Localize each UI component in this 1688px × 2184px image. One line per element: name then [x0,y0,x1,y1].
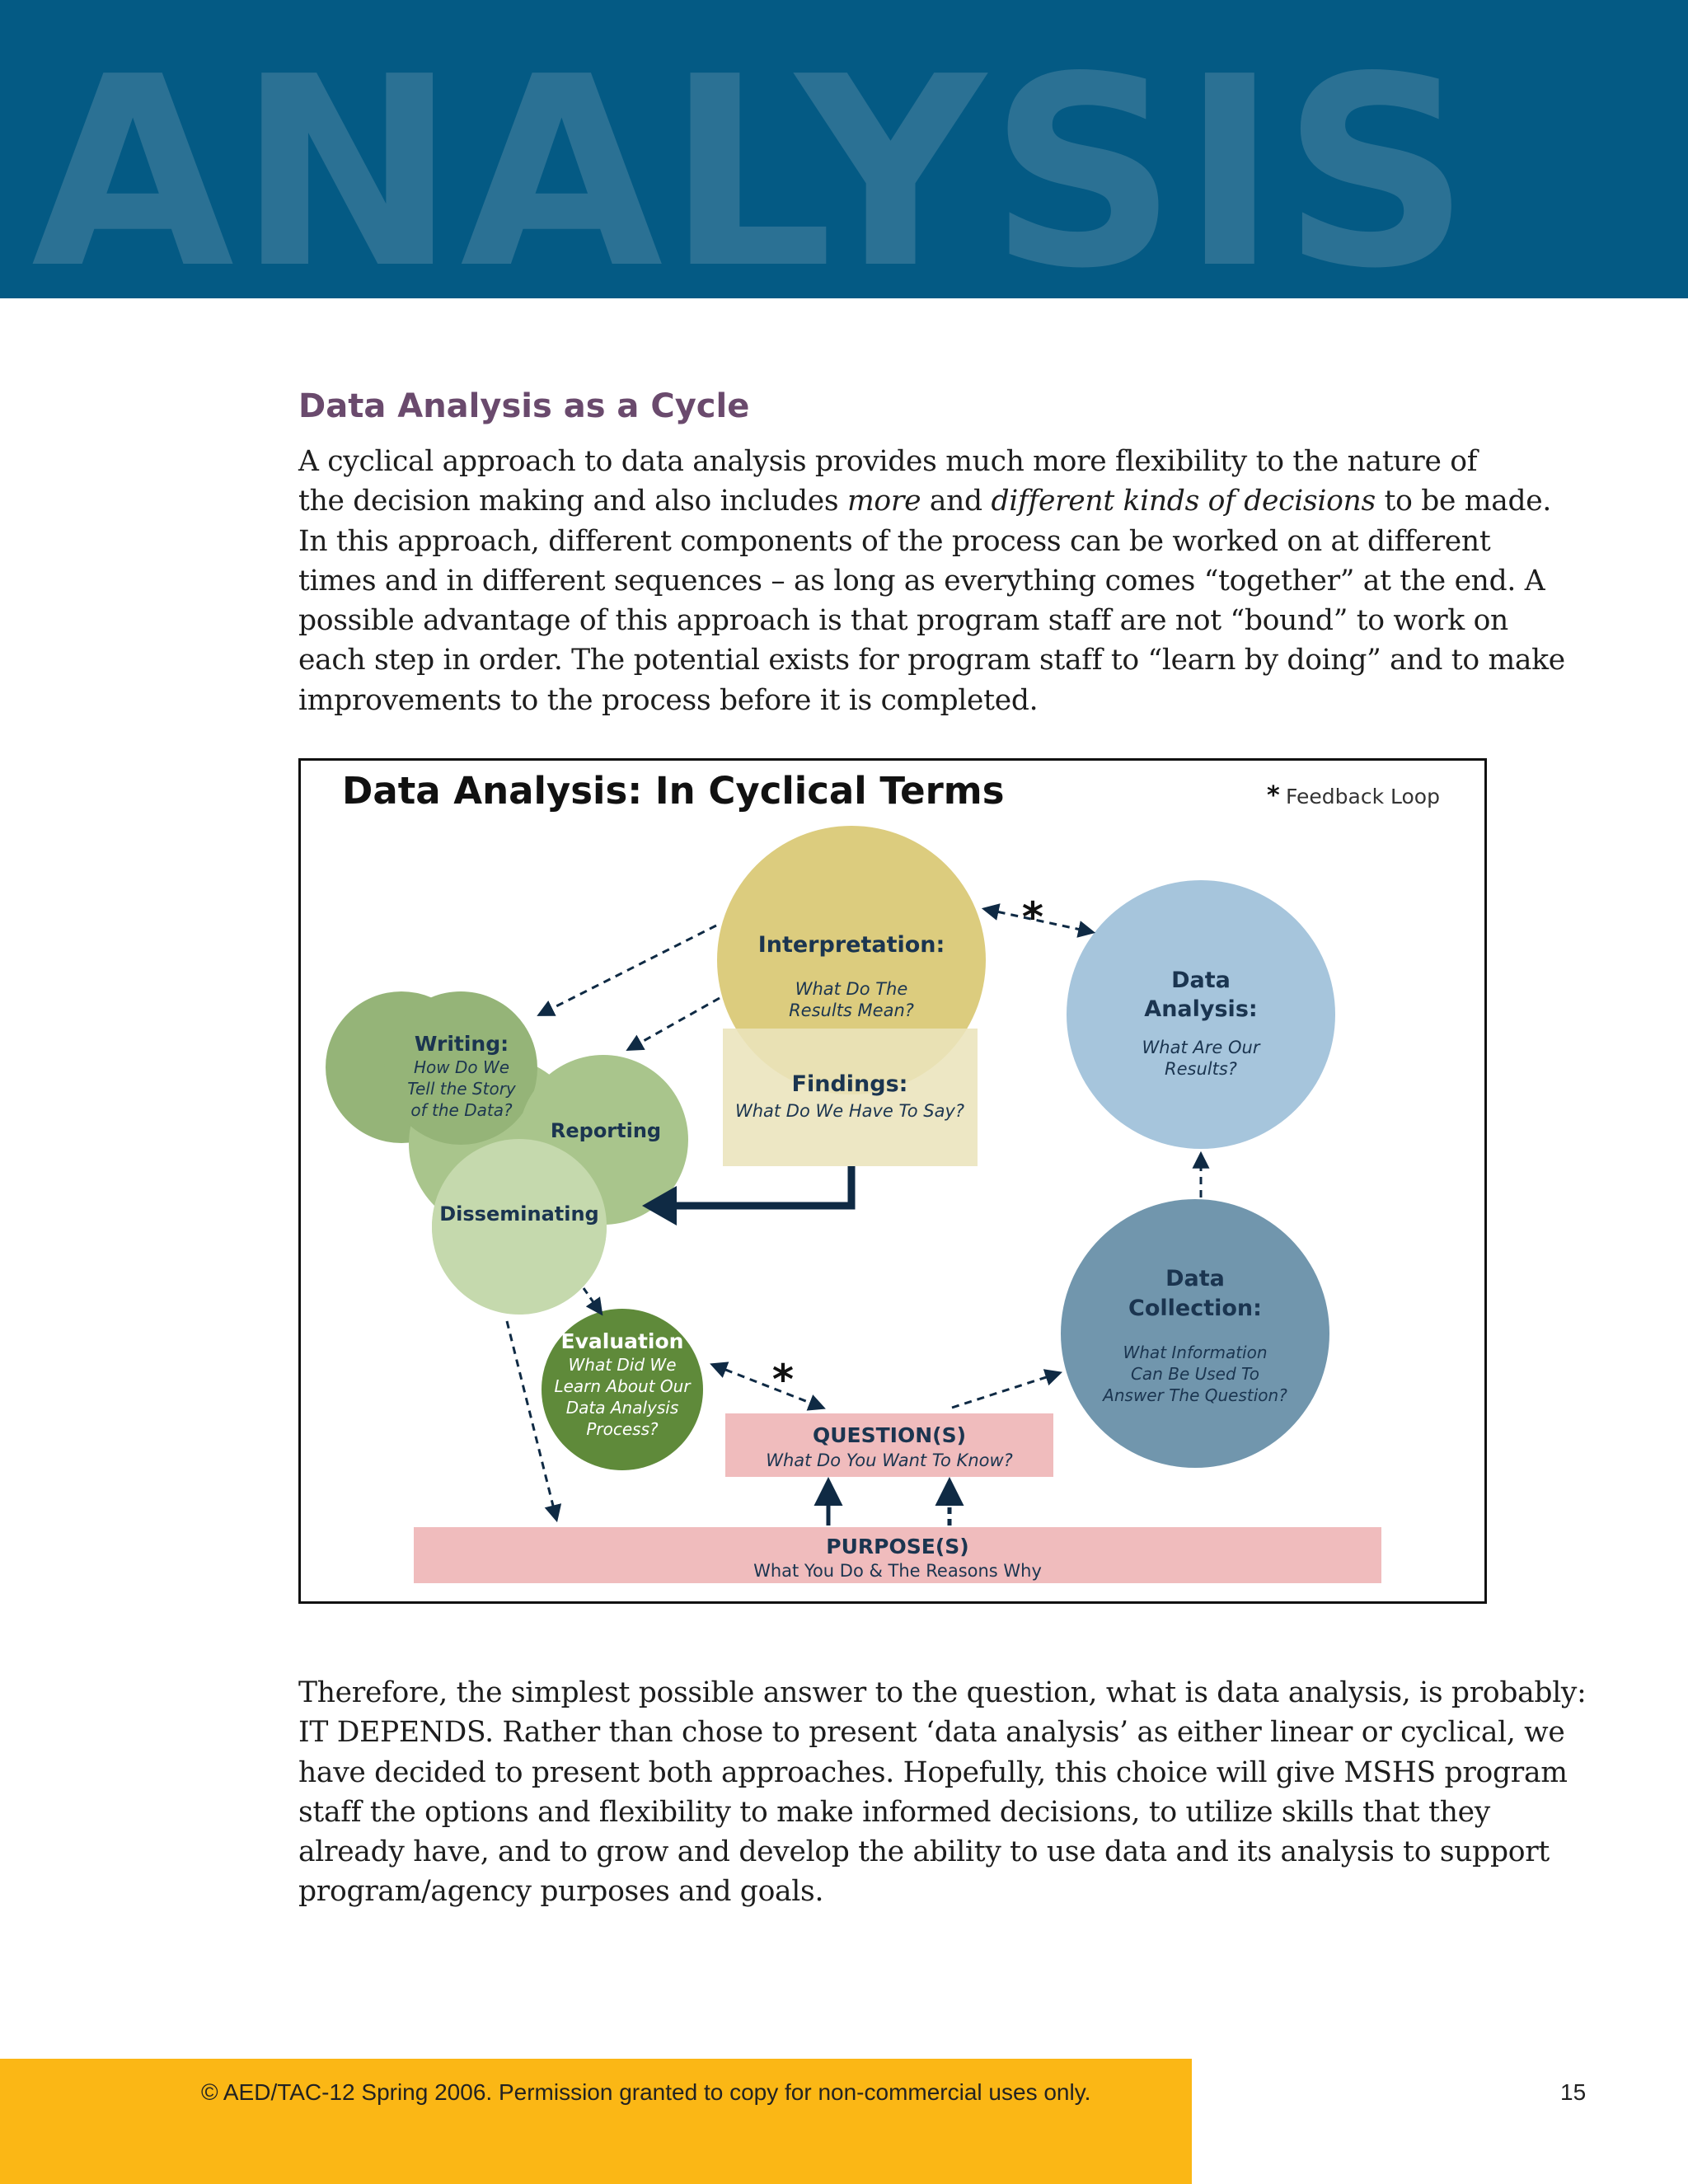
findings-to-cluster-arrow [673,1166,851,1206]
paragraph-line: improvements to the process before it is completed. [298,683,1039,717]
data-analysis-title-2: Analysis: [1144,996,1258,1022]
writing-title: Writing: [414,1032,509,1056]
emphasis-text: different kinds of decisions [991,485,1376,518]
interpretation-title: Interpretation: [757,932,945,958]
paragraph-line: Therefore, the simplest possible answer to the question, what is data analysis, is probably: [298,1676,1587,1709]
interpretation-to-writing-arrow [540,926,716,1015]
evaluation-sub-2: Learn About Our [554,1376,691,1396]
evaluation-sub-4: Process? [586,1419,659,1439]
feedback-marker-top: * [1021,893,1044,941]
diagram-title: Data Analysis: In Cyclical Terms [342,769,1005,813]
paragraph-line: staff the options and flexibility to make informed decisions, to utilize skills that they [298,1795,1490,1829]
data-collection-sub-2: Can Be Used To [1130,1364,1260,1384]
data-analysis-title-1: Data [1171,968,1231,993]
findings-subtitle: What Do We Have To Say? [734,1101,965,1121]
data-collection-title-2: Collection: [1128,1296,1262,1321]
paragraph-line: A cyclical approach to data analysis provides much more flexibility to the nature of [298,445,1478,478]
interpretation-sub-1: What Do The [795,979,908,999]
evaluation-sub-1: What Did We [568,1355,677,1375]
legend-asterisk: * [1267,781,1280,810]
data-analysis-sub-2: Results? [1165,1059,1237,1079]
page-number: 15 [1560,2079,1587,2105]
data-analysis-sub-1: What Are Our [1142,1038,1260,1057]
interpretation-to-reporting-arrow [629,998,720,1049]
cycle-diagram [298,758,1487,1604]
evaluation-sub-3: Data Analysis [565,1398,679,1418]
paragraph-line: have decided to present both approaches. Hopefully, this choice will give MSHS program [298,1755,1568,1789]
paragraph-line: In this approach, different components of the process can be worked on at different [298,524,1491,558]
paragraph-line: each step in order. The potential exists for program staff to “learn by doing” and to make [298,644,1565,677]
question-to-collection-arrow [952,1373,1059,1408]
interpretation-sub-2: Results Mean? [789,1001,914,1020]
data-collection-circle [1061,1199,1329,1468]
paragraph-line: already have, and to grow and develop the ability to use data and its analysis to support [298,1835,1550,1869]
data-collection-sub-3: Answer The Question? [1103,1385,1287,1405]
disseminating-circle-overlay [432,1139,607,1314]
emphasis-text: more [847,485,921,518]
evaluation-to-question-arrow [713,1365,823,1408]
paragraph-line: IT DEPENDS. Rather than chose to present ‘data analysis’ as either linear or cyclical, we [298,1716,1565,1750]
data-collection-title-1: Data [1165,1266,1225,1291]
footer-band [0,2059,1192,2184]
question-title: QUESTION(S) [812,1423,967,1447]
writing-sub-1: How Do We [413,1057,510,1077]
paragraph-line: the decision making and also includes more and different kinds of decisions to be made. [298,485,1552,518]
findings-title: Findings: [791,1071,908,1097]
paragraph-line: times and in different sequences – as long as everything comes “together” at the end. A [298,564,1545,598]
paragraph-line: program/agency purposes and goals. [298,1875,824,1909]
disseminating-to-evaluation-arrow [584,1288,601,1313]
disseminating-title: Disseminating [439,1202,599,1226]
reporting-title: Reporting [550,1119,662,1142]
purpose-subtitle: What You Do & The Reasons Why [753,1561,1042,1581]
copyright-notice: © AED/TAC-12 Spring 2006. Permission granted to copy for non-commercial uses only. [201,2079,1091,2105]
paragraph-line: possible advantage of this approach is that program staff are not “bound” to work on [298,604,1508,638]
purpose-title: PURPOSE(S) [826,1535,969,1558]
intro-paragraph [298,442,1565,720]
conclusion-paragraph [298,1673,1587,1912]
evaluation-title: Evaluation [560,1329,684,1353]
legend-label: Feedback Loop [1286,785,1440,808]
writing-sub-2: Tell the Story [407,1079,516,1099]
section-title-watermark: ANALYSIS [31,21,1475,298]
data-collection-sub-1: What Information [1123,1343,1268,1362]
findings-box [723,1029,978,1166]
feedback-marker-bottom: * [771,1356,795,1404]
section-heading: Data Analysis as a Cycle [298,387,750,425]
writing-sub-3: of the Data? [410,1100,513,1120]
header-band [0,0,1688,298]
question-subtitle: What Do You Want To Know? [766,1451,1013,1470]
